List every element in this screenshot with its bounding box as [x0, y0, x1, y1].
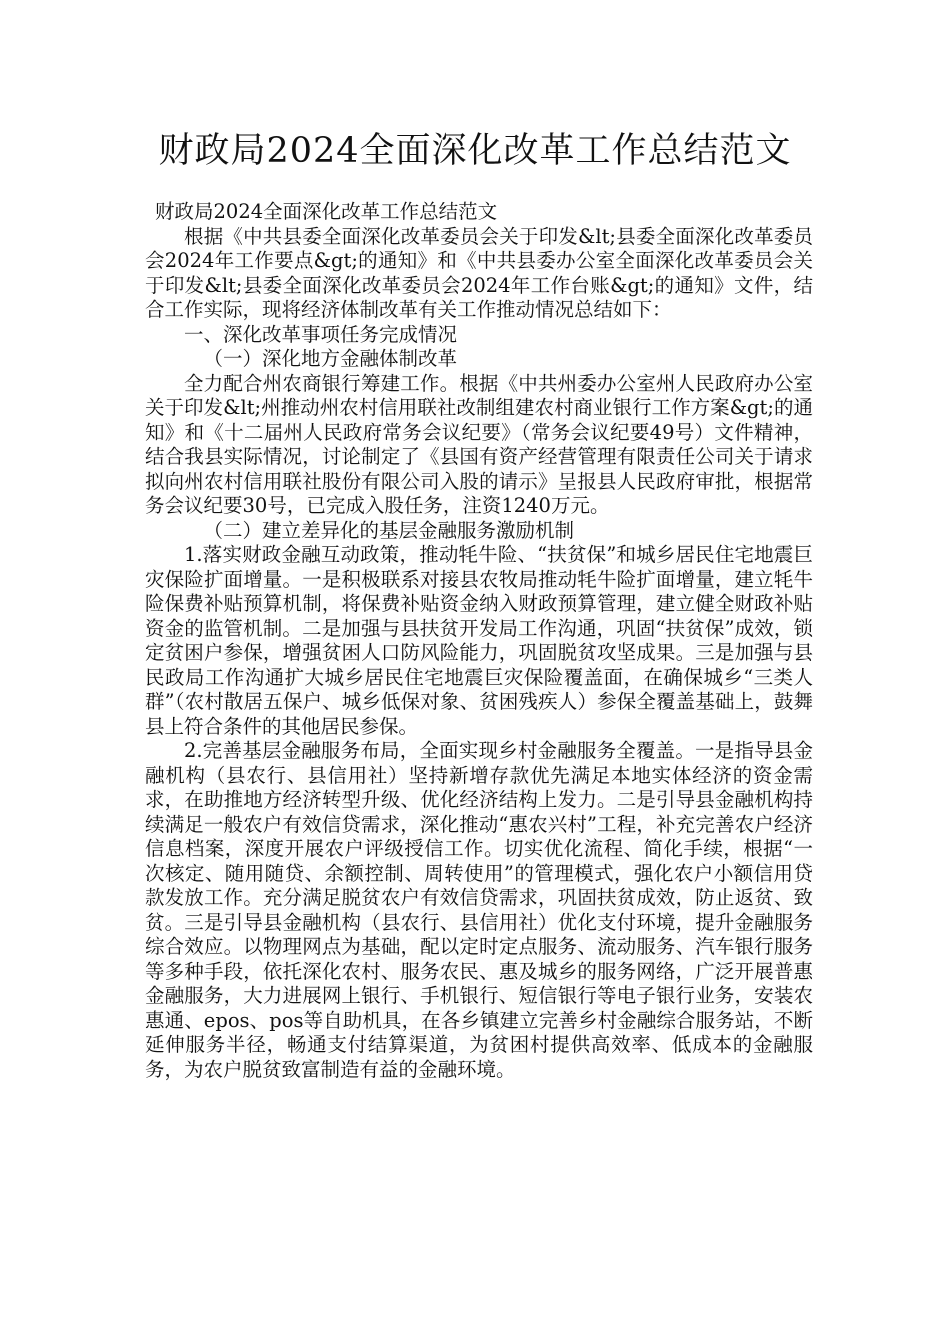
intro-paragraph: 根据《中共县委全面深化改革委员会关于印发&lt;县委全面深化改革委员会2024年工作要点&gt;的通知》和《中共县委办公室全面深化改革委员会关于印发&lt;县委全面深化改革委员会2024年工作台账&gt;的通知》文件，结合工作实际，现将经济体制改革有关工作推动情况总结如下：	[145, 224, 813, 321]
paragraph-insurance-policy: 1.落实财政金融互动政策，推动牦牛险、“扶贫保”和城乡居民住宅地震巨灾保险扩面增量。一是积极联系对接县农牧局推动牦牛险扩面增量，建立牦牛险保费补贴预算机制，将保费补贴资金纳入财政预算管理，建立健全财政补贴资金的监管机制。二是加强与县扶贫开发局工作沟通，巩固“扶贫保”成效，锁定贫困户参保，增强贫困人口防风险能力，巩固脱贫攻坚成果。三是加强与县民政局工作沟通扩大城乡居民住宅地震巨灾保险覆盖面，在确保城乡“三类人群”（农村散居五保户、城乡低保对象、贫困残疾人）参保全覆盖基础上，鼓舞县上符合条件的其他居民参保。	[145, 543, 813, 738]
document-subtitle: 财政局2024全面深化改革工作总结范文	[155, 200, 498, 223]
document-body	[145, 200, 813, 1082]
paragraph-financial-reform: 全力配合州农商银行筹建工作。根据《中共州委办公室州人民政府办公室关于印发&lt;州推动州农村信用联社改制组建农村商业银行工作方案&gt;的通知》和《十二届州人民政府常务会议纪要》（常务会议纪要49号）文件精神，结合我县实际情况，讨论制定了《县国有资产经营管理有限责任公司关于请求拟向州农村信用联社股份有限公司入股的请示》呈报县人民政府审批，根据常务会议纪要30号，已完成入股任务，注资1240万元。	[145, 371, 813, 517]
section-heading-1: 一、深化改革事项任务完成情况	[184, 322, 458, 346]
subsection-heading-2: （二）建立差异化的基层金融服务激励机制	[203, 518, 575, 542]
subsection-heading-1: （一）深化地方金融体制改革	[203, 347, 458, 370]
document-title: 财政局2024全面深化改革工作总结范文	[158, 131, 792, 171]
paragraph-financial-service: 2.完善基层金融服务布局，全面实现乡村金融服务全覆盖。一是指导县金融机构（县农行、县信用社）坚持新增存款优先满足本地实体经济的资金需求，在助推地方经济转型升级、优化经济结构上发力。二是引导县金融机构持续满足一般农户有效信贷需求，深化推动“惠农兴村”工程，补充完善农户经济信息档案，深度开展农户评级授信工作。切实优化流程、简化手续，根据“一次核定、随用随贷、余额控制、周转使用”的管理模式，强化农户小额信用贷款发放工作。充分满足脱贫农户有效信贷需求，巩固扶贫成效，防止返贫、致贫。三是引导县金融机构（县农行、县信用社）优化支付环境，提升金融服务综合效应。以物理网点为基础，配以定时定点服务、流动服务、汽车银行服务等多种手段，依托深化农村、服务农民、惠及城乡的服务网络，广泛开展普惠金融服务，大力进展网上银行、手机银行、短信银行等电子银行业务，安装农惠通、epos、pos等自助机具，在各乡镇建立完善乡村金融综合服务站，不断延伸服务半径，畅通支付结算渠道，为贫困村提供高效率、低成本的金融服务，为农户脱贫致富制造有益的金融环境。	[145, 739, 813, 1081]
